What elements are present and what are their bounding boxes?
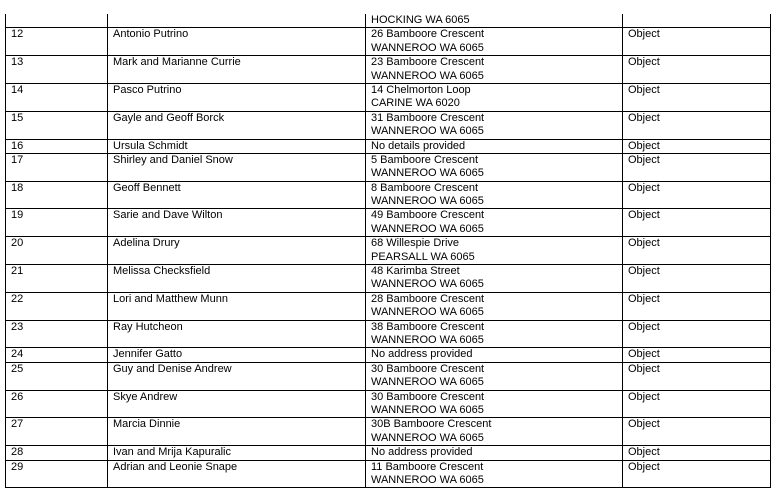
address-line: 30 Bamboore Crescent xyxy=(371,390,485,403)
submission-number-cell: 29 xyxy=(6,460,108,488)
submission-status-cell: Object xyxy=(623,209,771,237)
table-row xyxy=(6,237,771,265)
submission-status-cell: Object xyxy=(623,181,771,209)
submitter-name-cell: Gayle and Geoff Borck xyxy=(108,111,366,139)
address-cell xyxy=(366,265,623,293)
address-line: 23 Bamboore Crescent xyxy=(371,56,485,69)
submitter-name-cell xyxy=(108,14,366,28)
submission-status-cell: Object xyxy=(623,460,771,488)
submission-number-cell: 28 xyxy=(6,446,108,460)
table-row xyxy=(6,181,771,209)
submission-number-cell: 23 xyxy=(6,320,108,348)
address-line: 30 Bamboore Crescent xyxy=(371,362,485,375)
address-line: No address provided xyxy=(371,446,473,459)
submission-number-cell: 27 xyxy=(6,418,108,446)
address-cell xyxy=(366,111,623,139)
submission-status-cell: Object xyxy=(623,139,771,153)
submitter-name-cell: Shirley and Daniel Snow xyxy=(108,153,366,181)
address-cell xyxy=(366,460,623,488)
table-row xyxy=(6,28,771,56)
submitter-name-cell: Guy and Denise Andrew xyxy=(108,362,366,390)
address-line: No address provided xyxy=(371,348,473,361)
table-row xyxy=(6,390,771,418)
submission-status-cell: Object xyxy=(623,418,771,446)
submitter-name-cell: Geoff Bennett xyxy=(108,181,366,209)
submitter-name-cell: Sarie and Dave Wilton xyxy=(108,209,366,237)
table-row xyxy=(6,362,771,390)
address-line: WANNEROO WA 6065 xyxy=(371,125,484,138)
address-line: WANNEROO WA 6065 xyxy=(371,376,484,389)
submission-number-cell: 13 xyxy=(6,56,108,84)
address-cell xyxy=(366,209,623,237)
table-row xyxy=(6,446,771,460)
address-line: WANNEROO WA 6065 xyxy=(371,278,484,291)
table-row xyxy=(6,292,771,320)
address-line: 38 Bamboore Crescent xyxy=(371,320,485,333)
address-cell xyxy=(366,28,623,56)
address-line: No details provided xyxy=(371,139,466,152)
table-row xyxy=(6,265,771,293)
address-line: 8 Bamboore Crescent xyxy=(371,181,478,194)
submission-number-cell: 17 xyxy=(6,153,108,181)
submitter-name-cell: Melissa Checksfield xyxy=(108,265,366,293)
submitter-name-cell: Ivan and Mrija Kapuralic xyxy=(108,446,366,460)
address-cell xyxy=(366,139,623,153)
table-row xyxy=(6,209,771,237)
table-row xyxy=(6,83,771,111)
submitter-name-cell: Jennifer Gatto xyxy=(108,348,366,362)
address-line: 11 Bamboore Crescent xyxy=(371,460,484,473)
address-cell xyxy=(366,446,623,460)
submission-number-cell: 25 xyxy=(6,362,108,390)
address-cell xyxy=(366,14,623,28)
submission-number-cell: 24 xyxy=(6,348,108,362)
submitter-name-cell: Adrian and Leonie Snape xyxy=(108,460,366,488)
submission-number-cell: 16 xyxy=(6,139,108,153)
address-line: WANNEROO WA 6065 xyxy=(371,167,484,180)
address-cell xyxy=(366,292,623,320)
submitter-name-cell: Adelina Drury xyxy=(108,237,366,265)
submission-number-cell: 22 xyxy=(6,292,108,320)
address-line: WANNEROO WA 6065 xyxy=(371,69,484,82)
address-line: WANNEROO WA 6065 xyxy=(371,473,484,486)
address-line: 30B Bamboore Crescent xyxy=(371,418,492,431)
address-cell xyxy=(366,56,623,84)
submitter-name-cell: Pasco Putrino xyxy=(108,83,366,111)
submission-number-cell xyxy=(6,14,108,28)
address-line: HOCKING WA 6065 xyxy=(371,14,470,26)
submission-number-cell: 20 xyxy=(6,237,108,265)
table-row xyxy=(6,460,771,488)
address-line: PEARSALL WA 6065 xyxy=(371,250,475,263)
address-line: 49 Bamboore Crescent xyxy=(371,209,485,222)
table-row xyxy=(6,56,771,84)
submission-status-cell: Object xyxy=(623,28,771,56)
submission-number-cell: 21 xyxy=(6,265,108,293)
address-line: WANNEROO WA 6065 xyxy=(371,403,484,416)
submission-status-cell: Object xyxy=(623,292,771,320)
address-cell xyxy=(366,153,623,181)
address-line: WANNEROO WA 6065 xyxy=(371,306,484,319)
submitter-name-cell: Ursula Schmidt xyxy=(108,139,366,153)
address-cell xyxy=(366,83,623,111)
submission-number-cell: 12 xyxy=(6,28,108,56)
address-cell xyxy=(366,320,623,348)
submission-status-cell: Object xyxy=(623,237,771,265)
address-line: WANNEROO WA 6065 xyxy=(371,431,484,444)
submission-number-cell: 18 xyxy=(6,181,108,209)
submission-status-cell: Object xyxy=(623,348,771,362)
table-row xyxy=(6,111,771,139)
table-row xyxy=(6,418,771,446)
submitter-name-cell: Ray Hutcheon xyxy=(108,320,366,348)
submissions-table-body xyxy=(6,14,771,488)
submission-number-cell: 26 xyxy=(6,390,108,418)
address-cell xyxy=(366,181,623,209)
submission-status-cell: Object xyxy=(623,56,771,84)
address-line: CARINE WA 6020 xyxy=(371,97,460,110)
address-line: 31 Bamboore Crescent xyxy=(371,111,485,124)
address-line: WANNEROO WA 6065 xyxy=(371,195,484,208)
submission-status-cell: Object xyxy=(623,446,771,460)
submission-status-cell: Object xyxy=(623,153,771,181)
address-line: 48 Karimba Street xyxy=(371,265,460,278)
submission-status-cell: Object xyxy=(623,111,771,139)
table-row xyxy=(6,348,771,362)
address-line: WANNEROO WA 6065 xyxy=(371,222,484,235)
submission-number-cell: 15 xyxy=(6,111,108,139)
submitter-name-cell: Antonio Putrino xyxy=(108,28,366,56)
address-line: 14 Chelmorton Loop xyxy=(371,83,471,96)
submission-status-cell: Object xyxy=(623,320,771,348)
address-line: 68 Willespie Drive xyxy=(371,237,460,250)
address-line: 5 Bamboore Crescent xyxy=(371,153,478,166)
submitter-name-cell: Marcia Dinnie xyxy=(108,418,366,446)
address-line: 28 Bamboore Crescent xyxy=(371,292,485,305)
table-row xyxy=(6,320,771,348)
table-row xyxy=(6,139,771,153)
address-line: WANNEROO WA 6065 xyxy=(371,41,484,54)
submission-status-cell: Object xyxy=(623,390,771,418)
address-line: WANNEROO WA 6065 xyxy=(371,334,484,346)
submissions-table xyxy=(5,14,771,488)
address-cell xyxy=(366,390,623,418)
address-cell xyxy=(366,418,623,446)
address-cell xyxy=(366,348,623,362)
submission-status-cell: Object xyxy=(623,83,771,111)
submitter-name-cell: Skye Andrew xyxy=(108,390,366,418)
address-line: 26 Bamboore Crescent xyxy=(371,28,485,41)
submitter-name-cell: Mark and Marianne Currie xyxy=(108,56,366,84)
address-cell xyxy=(366,362,623,390)
submission-status-cell: Object xyxy=(623,362,771,390)
submission-status-cell xyxy=(623,14,771,28)
submission-number-cell: 19 xyxy=(6,209,108,237)
table-row xyxy=(6,14,771,28)
submission-number-cell: 14 xyxy=(6,83,108,111)
submitter-name-cell: Lori and Matthew Munn xyxy=(108,292,366,320)
submission-status-cell: Object xyxy=(623,265,771,293)
table-row xyxy=(6,153,771,181)
address-cell xyxy=(366,237,623,265)
